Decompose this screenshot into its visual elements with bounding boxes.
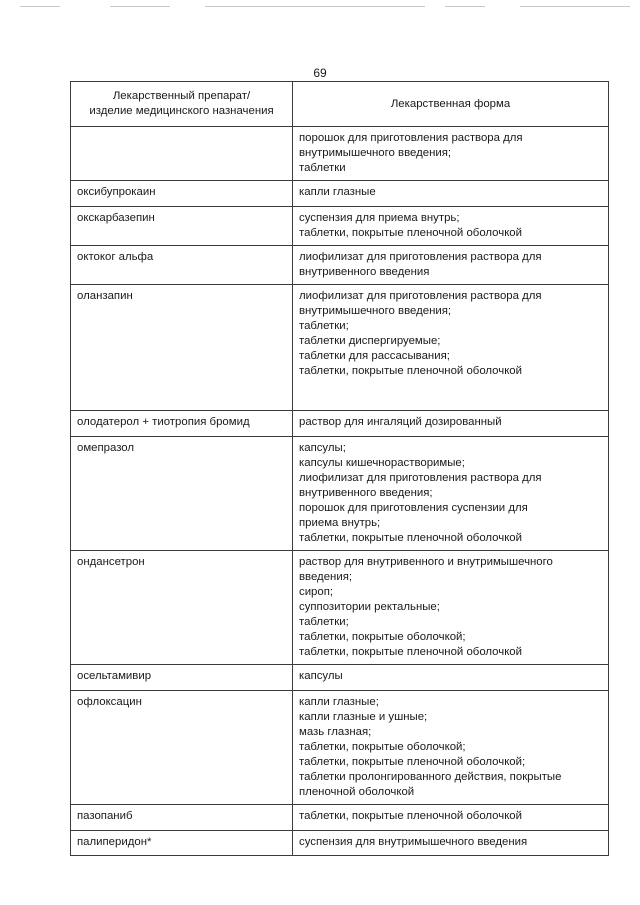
dosage-form-line: приема внутрь; — [299, 517, 381, 529]
dosage-form-line: суппозитории ректальные; — [299, 601, 440, 613]
drug-name-cell: олодатерол + тиотропия бромид — [71, 411, 293, 437]
dosage-form-line: таблетки, покрытые пленочной оболочкой; — [299, 756, 526, 768]
dosage-form-cell — [293, 551, 609, 665]
table-row — [71, 551, 609, 665]
dosage-form-cell — [293, 665, 609, 691]
dosage-form-line: таблетки, покрытые пленочной оболочкой — [299, 227, 523, 239]
table-row — [71, 181, 609, 207]
table-header-row — [71, 82, 609, 127]
dosage-form-line: капсулы кишечнорастворимые; — [299, 457, 465, 469]
table-row — [71, 831, 609, 856]
column-header-drug-line1: Лекарственный препарат/ — [112, 90, 251, 102]
dosage-form-line: таблетки, покрытые оболочкой; — [299, 631, 466, 643]
dosage-form-cell — [293, 805, 609, 831]
dosage-form-line: введения; — [299, 571, 353, 583]
table-row — [71, 437, 609, 551]
dosage-form-line: таблетки, покрытые пленочной оболочкой — [299, 365, 523, 377]
dosage-form-cell — [293, 285, 609, 411]
drug-name-cell: офлоксацин — [71, 691, 293, 805]
dosage-form-line: таблетки, покрытые пленочной оболочкой — [299, 646, 523, 658]
drug-name-cell: оксибупрокаин — [71, 181, 293, 207]
dosage-form-cell — [293, 181, 609, 207]
table-row — [71, 691, 609, 805]
dosage-form-cell — [293, 207, 609, 246]
drug-name-cell: палиперидон* — [71, 831, 293, 856]
dosage-form-line: сироп; — [299, 586, 334, 598]
table-row — [71, 411, 609, 437]
table-row — [71, 805, 609, 831]
dosage-form-line: суспензия для внутримышечного введения — [299, 836, 528, 848]
dosage-form-line: таблетки для рассасывания; — [299, 350, 450, 362]
dosage-form-line: пленочной оболочкой — [299, 786, 415, 798]
table-body — [71, 127, 609, 856]
dosage-form-line: таблетки; — [299, 616, 349, 628]
dosage-form-cell — [293, 691, 609, 805]
dosage-form-line: капли глазные — [299, 186, 376, 198]
dosage-form-cell — [293, 246, 609, 285]
dosage-form-line: мазь глазная; — [299, 726, 372, 738]
page-number: 69 — [313, 66, 327, 80]
drug-name-cell: октоког альфа — [71, 246, 293, 285]
dosage-form-line: капсулы — [299, 670, 343, 682]
dosage-form-cell — [293, 831, 609, 856]
dosage-form-line: таблетки; — [299, 320, 349, 332]
table-row — [71, 246, 609, 285]
dosage-form-line: таблетки — [299, 162, 346, 174]
dosage-form-line: порошок для приготовления раствора для — [299, 132, 523, 144]
drug-name-cell — [71, 127, 293, 181]
dosage-form-line: раствор для внутривенного и внутримышечного — [299, 556, 553, 568]
dosage-form-line: таблетки пролонгированного действия, покрытые — [299, 771, 562, 783]
dosage-form-line: таблетки диспергируемые; — [299, 335, 441, 347]
dosage-form-line: внутривенного введения; — [299, 487, 433, 499]
drug-name-cell: пазопаниб — [71, 805, 293, 831]
drug-table — [70, 81, 609, 856]
dosage-form-line: таблетки, покрытые пленочной оболочкой — [299, 532, 523, 544]
column-header-drug — [71, 82, 293, 127]
drug-name-cell: ондансетрон — [71, 551, 293, 665]
drug-name-cell: оланзапин — [71, 285, 293, 411]
column-header-drug-line2: изделие медицинского назначения — [89, 105, 274, 117]
dosage-form-line: капсулы; — [299, 442, 346, 454]
dosage-form-line: внутримышечного введения; — [299, 147, 452, 159]
dosage-form-line: лиофилизат для приготовления раствора для — [299, 251, 542, 263]
table-row — [71, 285, 609, 411]
dosage-form-line: таблетки, покрытые пленочной оболочкой — [299, 810, 523, 822]
drug-name-cell: осельтамивир — [71, 665, 293, 691]
dosage-form-line: капли глазные и ушные; — [299, 711, 428, 723]
table-row — [71, 665, 609, 691]
dosage-form-line: внутривенного введения — [299, 266, 430, 278]
table-row — [71, 207, 609, 246]
dosage-form-line: внутримышечного введения; — [299, 305, 452, 317]
dosage-form-line: суспензия для приема внутрь; — [299, 212, 460, 224]
scan-artifacts — [0, 6, 640, 8]
dosage-form-cell — [293, 437, 609, 551]
dosage-form-line: раствор для ингаляций дозированный — [299, 416, 502, 428]
dosage-form-line: капли глазные; — [299, 696, 379, 708]
drug-name-cell: омепразол — [71, 437, 293, 551]
dosage-form-line: порошок для приготовления суспензии для — [299, 502, 528, 514]
drug-name-cell: окскарбазепин — [71, 207, 293, 246]
dosage-form-cell — [293, 127, 609, 181]
column-header-form: Лекарственная форма — [293, 82, 609, 127]
dosage-form-cell — [293, 411, 609, 437]
dosage-form-line: лиофилизат для приготовления раствора для — [299, 472, 542, 484]
dosage-form-line: лиофилизат для приготовления раствора для — [299, 290, 542, 302]
table-row — [71, 127, 609, 181]
dosage-form-line: таблетки, покрытые оболочкой; — [299, 741, 466, 753]
